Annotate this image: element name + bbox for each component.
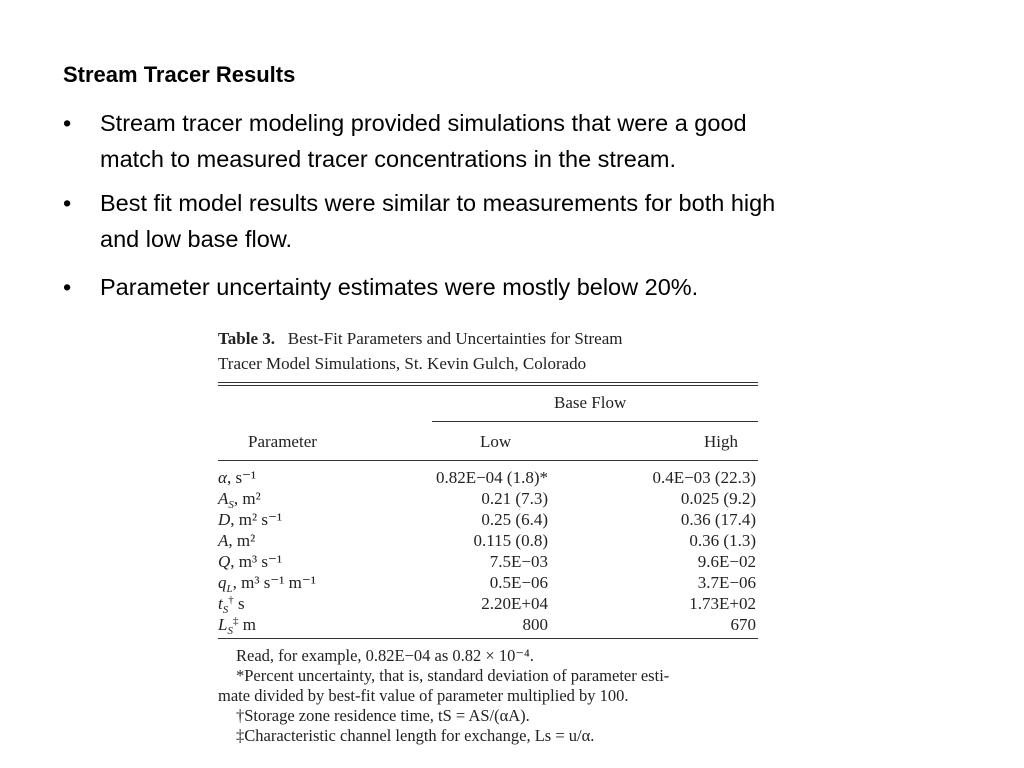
high-cell: 3.7E−06 <box>697 573 756 592</box>
bullet-item <box>63 185 963 257</box>
param-subscript: S <box>228 499 234 511</box>
table-row <box>218 552 758 572</box>
param-symbol: D <box>218 510 231 529</box>
footnote: mate divided by best-fit value of parameter multiplied by 100. <box>218 686 629 705</box>
footnote: †Storage zone residence time, tS = AS/(αA). <box>236 706 530 725</box>
high-cell: 9.6E−02 <box>697 552 756 571</box>
param-symbol: q <box>218 573 227 592</box>
parameter-cell <box>218 489 261 509</box>
table-row <box>218 573 758 593</box>
slide-title: Stream Tracer Results <box>63 62 296 87</box>
low-cell: 0.82E−04 (1.8)* <box>435 468 548 487</box>
footnote: Read, for example, 0.82E−04 as 0.82 × 10⁻⁴. <box>236 646 534 665</box>
bullet-icon: • <box>63 274 72 300</box>
low-cell: 2.20E+04 <box>481 594 548 613</box>
high-cell: 670 <box>730 615 756 634</box>
param-unit: , m³ s⁻¹ m⁻¹ <box>232 573 316 592</box>
high-cell: 0.36 (17.4) <box>680 510 756 529</box>
table-title-line: Tracer Model Simulations, St. Kevin Gulch, Colorado <box>218 354 587 373</box>
param-unit: s <box>233 594 245 613</box>
header-low: Low <box>480 432 512 451</box>
parameter-cell <box>218 510 282 530</box>
param-unit: , m² s⁻¹ <box>230 510 283 529</box>
high-cell: 0.4E−03 (22.3) <box>652 468 756 487</box>
header-high: High <box>704 432 738 451</box>
footnote: ‡Characteristic channel length for exchange, Ls = u/α. <box>236 726 595 745</box>
table-rule <box>218 385 758 386</box>
high-cell: 0.36 (1.3) <box>689 531 756 550</box>
param-footnote-mark: † <box>228 594 234 606</box>
group-header: Base Flow <box>554 393 627 412</box>
table-row <box>218 489 758 509</box>
parameter-cell <box>218 594 245 614</box>
param-subscript: S <box>227 625 233 637</box>
bullet-item <box>63 269 963 305</box>
table-row <box>218 468 758 488</box>
parameter-cell <box>218 468 256 488</box>
param-unit: , m² <box>233 489 261 508</box>
param-footnote-mark: ‡ <box>232 615 239 627</box>
param-unit: , m² <box>228 531 256 550</box>
param-symbol: A <box>218 489 229 508</box>
table-row <box>218 615 758 635</box>
table-label: Table 3. <box>218 329 276 348</box>
bullet-item <box>63 105 963 177</box>
low-cell: 0.21 (7.3) <box>481 489 548 508</box>
low-cell: 0.115 (0.8) <box>473 531 548 550</box>
table-title <box>218 326 758 351</box>
table-row <box>218 510 758 530</box>
table-rule <box>218 460 758 461</box>
table-rule <box>432 421 758 422</box>
footnote: *Percent uncertainty, that is, standard deviation of parameter esti- <box>236 666 670 685</box>
low-cell: 0.5E−06 <box>489 573 548 592</box>
bullet-text: Stream tracer modeling provided simulations that were a good <box>100 110 747 136</box>
bullet-icon: • <box>63 190 72 216</box>
low-cell: 800 <box>522 615 548 634</box>
param-subscript: L <box>226 583 233 595</box>
param-symbol: t <box>218 594 223 613</box>
param-symbol: Q <box>218 552 231 571</box>
param-unit: , s⁻¹ <box>226 468 257 487</box>
bullet-text: match to measured tracer concentrations in the stream. <box>100 146 677 172</box>
table-row <box>218 531 758 551</box>
parameter-cell <box>218 552 282 572</box>
table-row <box>218 594 758 614</box>
high-cell: 1.73E+02 <box>689 594 756 613</box>
bullet-text: Parameter uncertainty estimates were mostly below 20%. <box>100 274 699 300</box>
parameter-cell <box>218 531 255 551</box>
bullet-icon: • <box>63 110 72 136</box>
bullet-text: and low base flow. <box>100 226 293 252</box>
parameter-cell <box>218 573 316 593</box>
param-symbol: L <box>218 615 228 634</box>
table-figure <box>218 326 758 745</box>
table-rule <box>218 382 758 383</box>
param-symbol: α <box>218 468 227 487</box>
parameter-cell <box>218 615 256 635</box>
header-parameter: Parameter <box>248 432 317 451</box>
high-cell: 0.025 (9.2) <box>680 489 756 508</box>
low-cell: 0.25 (6.4) <box>481 510 548 529</box>
param-unit: , m³ s⁻¹ <box>230 552 283 571</box>
param-symbol: A <box>218 531 229 550</box>
param-subscript: S <box>222 604 229 616</box>
table-rule <box>218 638 758 639</box>
low-cell: 7.5E−03 <box>489 552 548 571</box>
param-unit: m <box>238 615 256 634</box>
table-title-line: Best-Fit Parameters and Uncertainties for Stream <box>287 329 623 348</box>
bullet-text: Best fit model results were similar to measurements for both high <box>100 190 776 216</box>
